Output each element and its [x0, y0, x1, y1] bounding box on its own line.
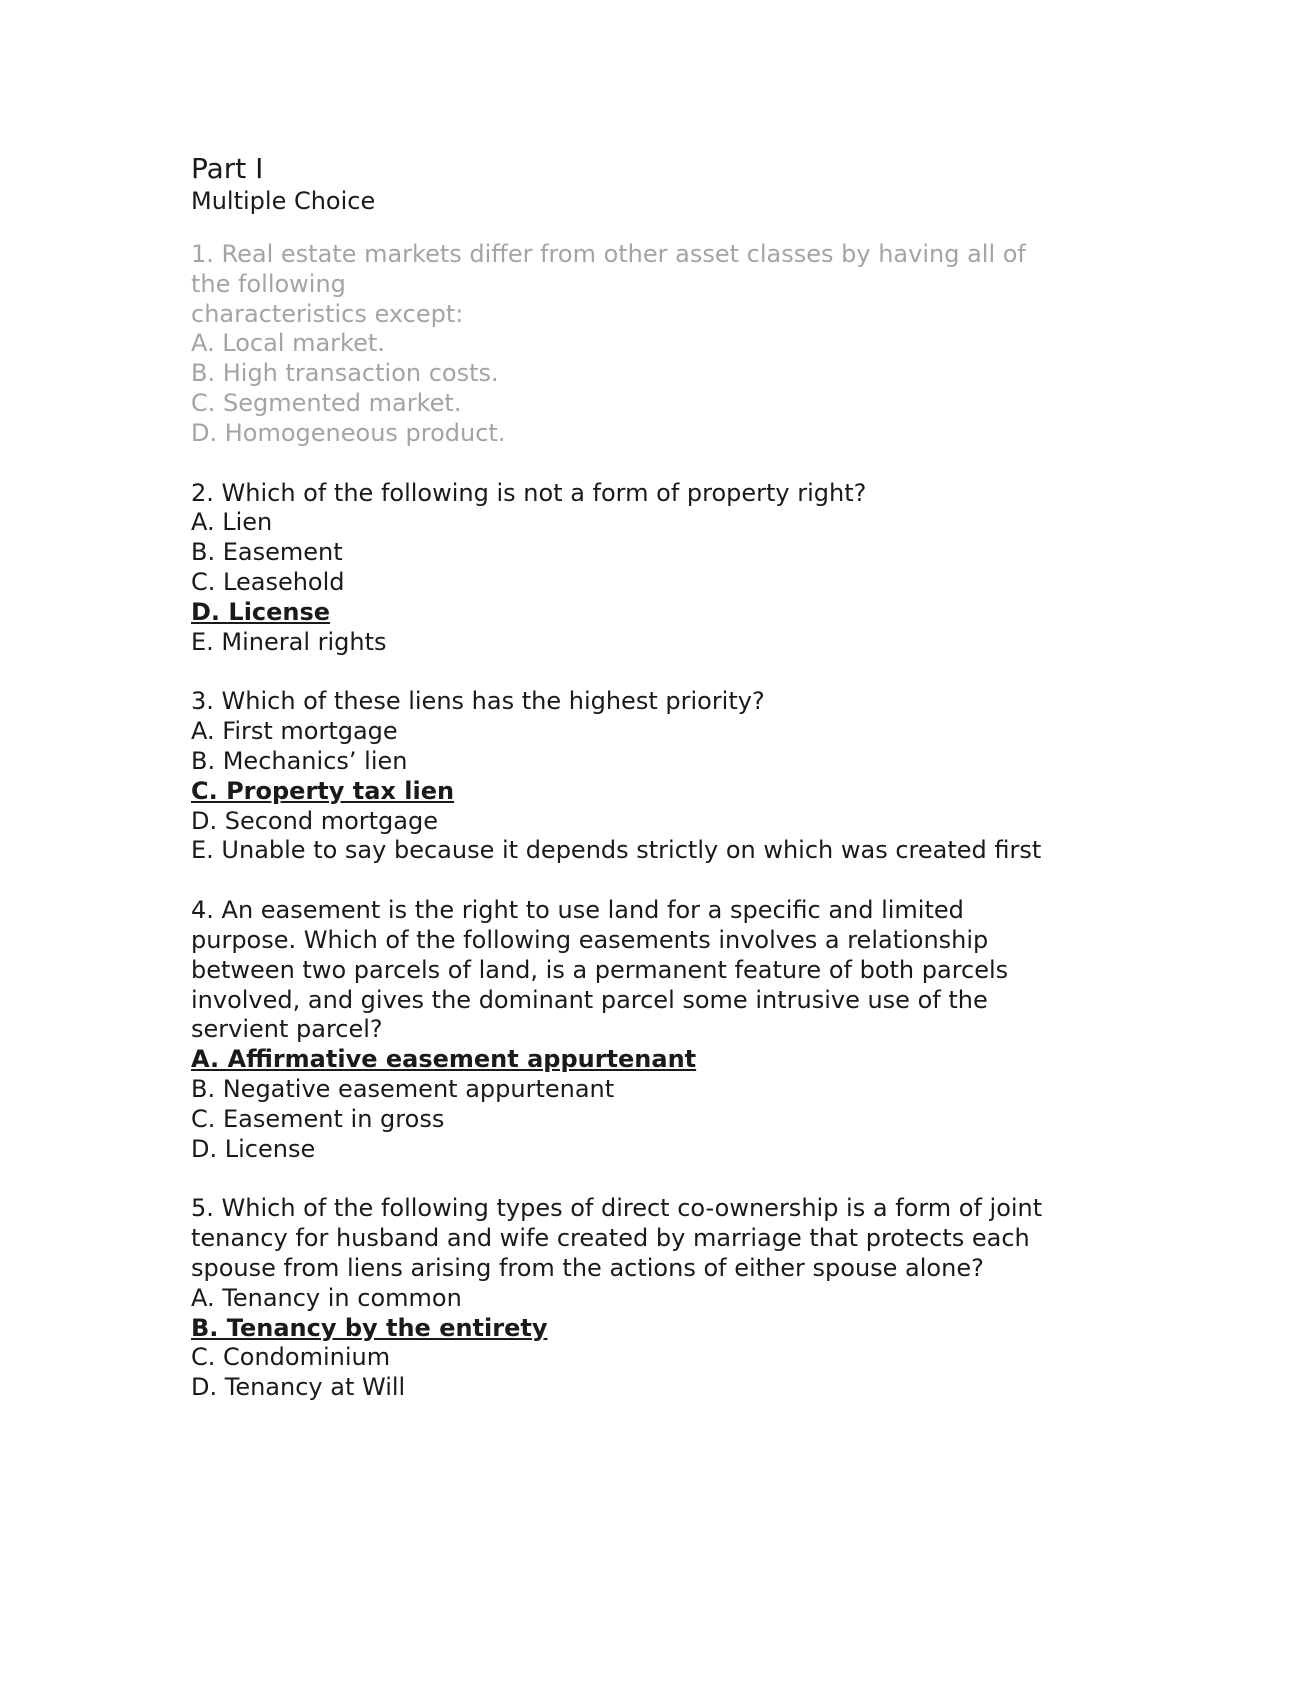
answer-choice: B. High transaction costs.	[191, 359, 499, 388]
question-1	[191, 240, 1121, 449]
question-5	[191, 1194, 1121, 1403]
answer-option: D. License	[191, 597, 331, 626]
question-text	[191, 896, 1121, 1045]
answer-choice: E. Unable to say because it depends strictly on which was created first	[191, 836, 1042, 865]
answer-choice: D. License	[191, 1134, 316, 1163]
answer-option: A. Affirmative easement appurtenant	[191, 1045, 697, 1074]
answer-choice: C. Leasehold	[191, 567, 345, 596]
answer-choice: D. Second mortgage	[191, 806, 438, 835]
answer-option: C. Property tax lien	[191, 776, 455, 805]
question-3	[191, 687, 1121, 866]
question-2	[191, 479, 1121, 658]
answer-choice: C. Condominium	[191, 1343, 391, 1372]
question-4	[191, 896, 1121, 1164]
part-title: Part I	[191, 152, 264, 185]
question-text-line: 4. An easement is the right to use land for a specific and limited	[191, 896, 964, 925]
question-text	[191, 240, 1121, 329]
answer-choice: D. Tenancy at Will	[191, 1373, 406, 1402]
question-text-line: characteristics except:	[191, 299, 464, 328]
question-list	[191, 240, 1121, 1403]
answer-choice: A. First mortgage	[191, 717, 398, 746]
answer-choice: E. Mineral rights	[191, 627, 387, 656]
answer-choice: B. Easement	[191, 538, 343, 567]
answer-option: B. Tenancy by the entirety	[191, 1313, 548, 1342]
section-title: Multiple Choice	[191, 187, 376, 215]
answer-choice: A. Lien	[191, 508, 273, 537]
question-text-line: 5. Which of the following types of direct co-ownership is a form of joint	[191, 1194, 1043, 1223]
question-text	[191, 687, 1121, 717]
question-text-line: spouse from liens arising from the actions of either spouse alone?	[191, 1253, 984, 1282]
question-text-line: the following	[191, 269, 346, 298]
answer-choice: C. Segmented market.	[191, 388, 462, 417]
answer-choice: C. Easement in gross	[191, 1104, 445, 1133]
answer-choice: D. Homogeneous product.	[191, 418, 506, 447]
answer-choice: B. Mechanics’ lien	[191, 746, 408, 775]
question-text	[191, 1194, 1121, 1283]
question-text-line: tenancy for husband and wife created by marriage that protects each	[191, 1224, 1030, 1253]
question-text-line: servient parcel?	[191, 1015, 383, 1044]
answer-choice: A. Tenancy in common	[191, 1283, 462, 1312]
question-text-line: 3. Which of these liens has the highest priority?	[191, 687, 765, 716]
question-text-line: 1. Real estate markets differ from other asset classes by having all of	[191, 240, 1026, 268]
question-text-line: 2. Which of the following is not a form of property right?	[191, 478, 867, 507]
answer-choice: A. Local market.	[191, 329, 385, 358]
question-text-line: purpose. Which of the following easements involves a relationship	[191, 925, 989, 954]
document-content	[191, 152, 1121, 1433]
question-text-line: between two parcels of land, is a permanent feature of both parcels	[191, 955, 1009, 984]
answer-choice: B. Negative easement appurtenant	[191, 1074, 615, 1103]
question-text	[191, 479, 1121, 509]
question-text-line: involved, and gives the dominant parcel some intrusive use of the	[191, 985, 988, 1014]
